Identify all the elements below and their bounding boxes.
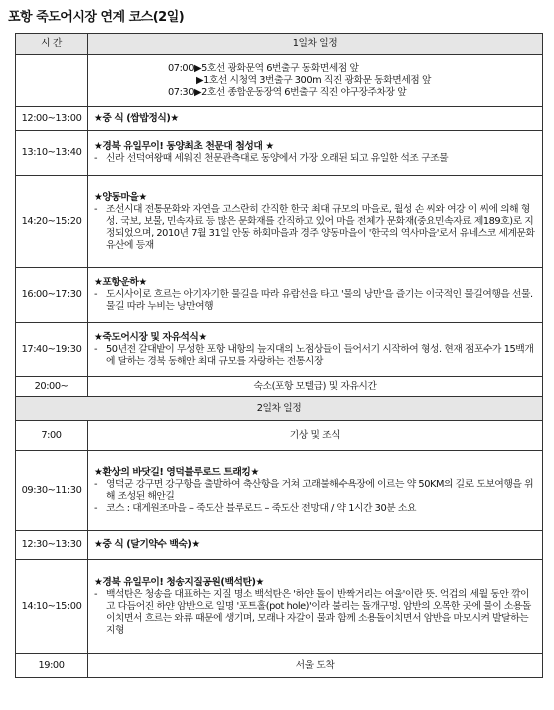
time-cell: 14:10~15:00 — [16, 560, 88, 654]
activity-cell: 숙소(포항 모텔급) 및 자유시간 — [88, 377, 543, 397]
departure-row — [16, 55, 543, 107]
activity-description: 조선시대 전통문화와 자연을 고스란히 간직한 한국 최대 규모의 마을로, 월성 손 씨와 여강 이 씨에 의해 형성. 국보, 보물, 민속자료 등 많은 문화재를 간직하고 있어 마을 전체가 문화재(중요민속자료 제189호)로 지정되었으며, 2010년 7월 31일 안동 하회마을과 경주 양동마을이 '한국의 역사마을'로서 유네스코 세계문화유산에 등재 — [106, 203, 535, 251]
activity-title: ★죽도어시장 및 자유석식★ — [94, 331, 207, 343]
time-column-header: 시 간 — [16, 34, 88, 55]
schedule-row — [16, 176, 543, 268]
departure-line: 07:00▶5호선 광화문역 6번출구 동화면세점 앞 — [168, 62, 359, 74]
activity-cell — [88, 531, 543, 560]
activity-cell: ★경북 유일무이! 청송지질공원(백석탄)★ - 백석탄은 청송을 대표하는 지질 명소 백석탄은 '하얀 돌이 반짝거리는 여울'이란 뜻. 억겁의 세월 동안 깎이고 다듬어진 하얀 암반으로 일명 '포트홀(pot hole)'이라 불리는 돌개구멍. 암반의 오목한 곳에 물이 소용돌이치면서 흐르는 와류 때문에 생기며, 모래나 자갈이 물과 함께 소용돌이치면서 암반을 마모시켜 발달하는 지형 — [88, 560, 543, 654]
schedule-row — [16, 421, 543, 451]
day2-header: 2일차 일정 — [16, 397, 543, 421]
time-cell: 7:00 — [16, 421, 88, 451]
activity-cell: 기상 및 조식 — [88, 421, 543, 451]
schedule-row — [16, 531, 543, 560]
departure-time-cell — [16, 55, 88, 107]
activity-description: 도시사이로 흐르는 아기자기한 물길을 따라 유람선을 타고 '물의 낭만'을 즐기는 이국적인 물길여행을 선물. 물길 따라 누비는 낭만여행 — [106, 289, 533, 312]
activity-title: ★양동마을★ — [94, 191, 147, 203]
time-cell: 16:00~17:30 — [16, 268, 88, 323]
time-cell: 12:30~13:30 — [16, 531, 88, 560]
schedule-row — [16, 131, 543, 176]
activity-cell: ★포항운하★ - 도시사이로 흐르는 아기자기한 물길을 따라 유람선을 타고 '물의 낭만'을 즐기는 이국적인 물길여행을 선물. 물길 따라 누비는 낭만여행 — [88, 268, 543, 323]
time-cell: 12:00~13:00 — [16, 107, 88, 131]
activity-cell: ★양동마을★ - 조선시대 전통문화와 자연을 고스란히 간직한 한국 최대 규모의 마을로, 월성 손 씨와 여강 이 씨에 의해 형성. 국보, 보물, 민속자료 등 많은 문화재를 간직하고 있어 마을 전체가 문화재(중요민속자료 제189호)로 지정되었으며, 2010년 7월 31일 안동 하회마을과 경주 양동마을이 '한국의 역사마을'로서 유네스코 세계문화유산에 등재 — [88, 176, 543, 268]
schedule-row — [16, 560, 543, 654]
time-cell: 13:10~13:40 — [16, 131, 88, 176]
day1-header: 1일차 일정 — [88, 34, 543, 55]
activity-title: ★포항운하★ — [94, 277, 147, 288]
activity-cell: ★경북 유일무이! 동양최초 천문대 첨성대 ★ - 신라 선덕여왕때 세워진 천문관측대로 동양에서 가장 오래된 되고 유일한 석조 구조물 — [88, 131, 543, 176]
activity-description: 신라 선덕여왕때 세워진 천문관측대로 동양에서 가장 오래된 되고 유일한 석조 구조물 — [106, 153, 449, 164]
time-cell: 19:00 — [16, 654, 88, 678]
time-cell: 14:20~15:20 — [16, 176, 88, 268]
schedule-row — [16, 377, 543, 397]
departure-line: ▶1호선 시청역 3번출구 300m 직진 광화문 동화면세점 앞 — [196, 74, 432, 86]
departure-cell — [88, 55, 543, 107]
activity-cell: ★죽도어시장 및 자유석식★ - 50년전 갈대밭이 무성한 포항 내항의 늪지대의 노점상들이 들어서기 시작하여 형성. 현재 점포수가 15백개에 달하는 경북 동해안 최대 규모를 자랑하는 전통시장 — [88, 323, 543, 377]
activity-title: ★경북 유일무이! 동양최초 천문대 첨성대 ★ — [94, 141, 274, 152]
schedule-table — [15, 33, 543, 678]
schedule-row — [16, 451, 543, 531]
activity-title: ★중 식 (쌈밥정식)★ — [94, 112, 179, 124]
activity-description: 백석탄은 청송을 대표하는 지질 명소 백석탄은 '하얀 돌이 반짝거리는 여울'이란 뜻. 억겁의 세월 동안 깎이고 다듬어진 하얀 암반으로 일명 '포트홀(pot hole)'이라 불리는 돌개구멍. 암반의 오목한 곳에 물이 소용돌이치면서 흐르는 와류 때문에 생기며, 모래나 자갈이 물과 함께 소용돌이치면서 암반을 마모시켜 발달하는 지형 — [106, 588, 531, 636]
document-title: 포항 죽도어시장 연계 코스(2일) — [8, 10, 185, 25]
time-cell: 17:40~19:30 — [16, 323, 88, 377]
activity-title: ★경북 유일무이! 청송지질공원(백석탄)★ — [94, 576, 264, 588]
activity-cell — [88, 107, 543, 131]
activity-description: 영덕군 강구면 강구항을 출발하여 축산항을 거쳐 고래불해수욕장에 이르는 약 50KM의 길로 도보여행을 위해 조성된 해안길 — [106, 478, 534, 502]
activity-description: 50년전 갈대밭이 무성한 포항 내항의 늪지대의 노점상들이 들어서기 시작하여 형성. 현재 점포수가 15백개에 달하는 경북 동해안 최대 규모를 자랑하는 전통시장 — [106, 343, 534, 367]
activity-description: 코스 : 대게원조마을 – 죽도산 블루로드 – 죽도산 전망대 / 약 1시간 30분 소요 — [106, 502, 416, 514]
departure-line: 07:30▶2호선 종합운동장역 6번출구 직진 야구장주차장 앞 — [168, 86, 407, 98]
time-cell: 20:00~ — [16, 377, 88, 397]
activity-title: ★환상의 바닷길! 영덕블루로드 트래킹★ — [94, 466, 259, 478]
schedule-row — [16, 654, 543, 678]
schedule-row — [16, 107, 543, 131]
activity-cell: 서울 도착 — [88, 654, 543, 678]
time-cell: 09:30~11:30 — [16, 451, 88, 531]
activity-cell: ★환상의 바닷길! 영덕블루로드 트래킹★ - 영덕군 강구면 강구항을 출발하여 축산항을 거쳐 고래불해수욕장에 이르는 약 50KM의 길로 도보여행을 위해 조성된 해안길 - 코스 : 대게원조마을 – 죽도산 블루로드 – 죽도산 전망대 / 약 1시간 30분 소요 — [88, 451, 543, 531]
day2-header-row — [16, 397, 543, 421]
header-row — [16, 34, 543, 55]
schedule-row — [16, 268, 543, 323]
activity-title: ★중 식 (달기약수 백숙)★ — [94, 539, 200, 550]
schedule-row — [16, 323, 543, 377]
